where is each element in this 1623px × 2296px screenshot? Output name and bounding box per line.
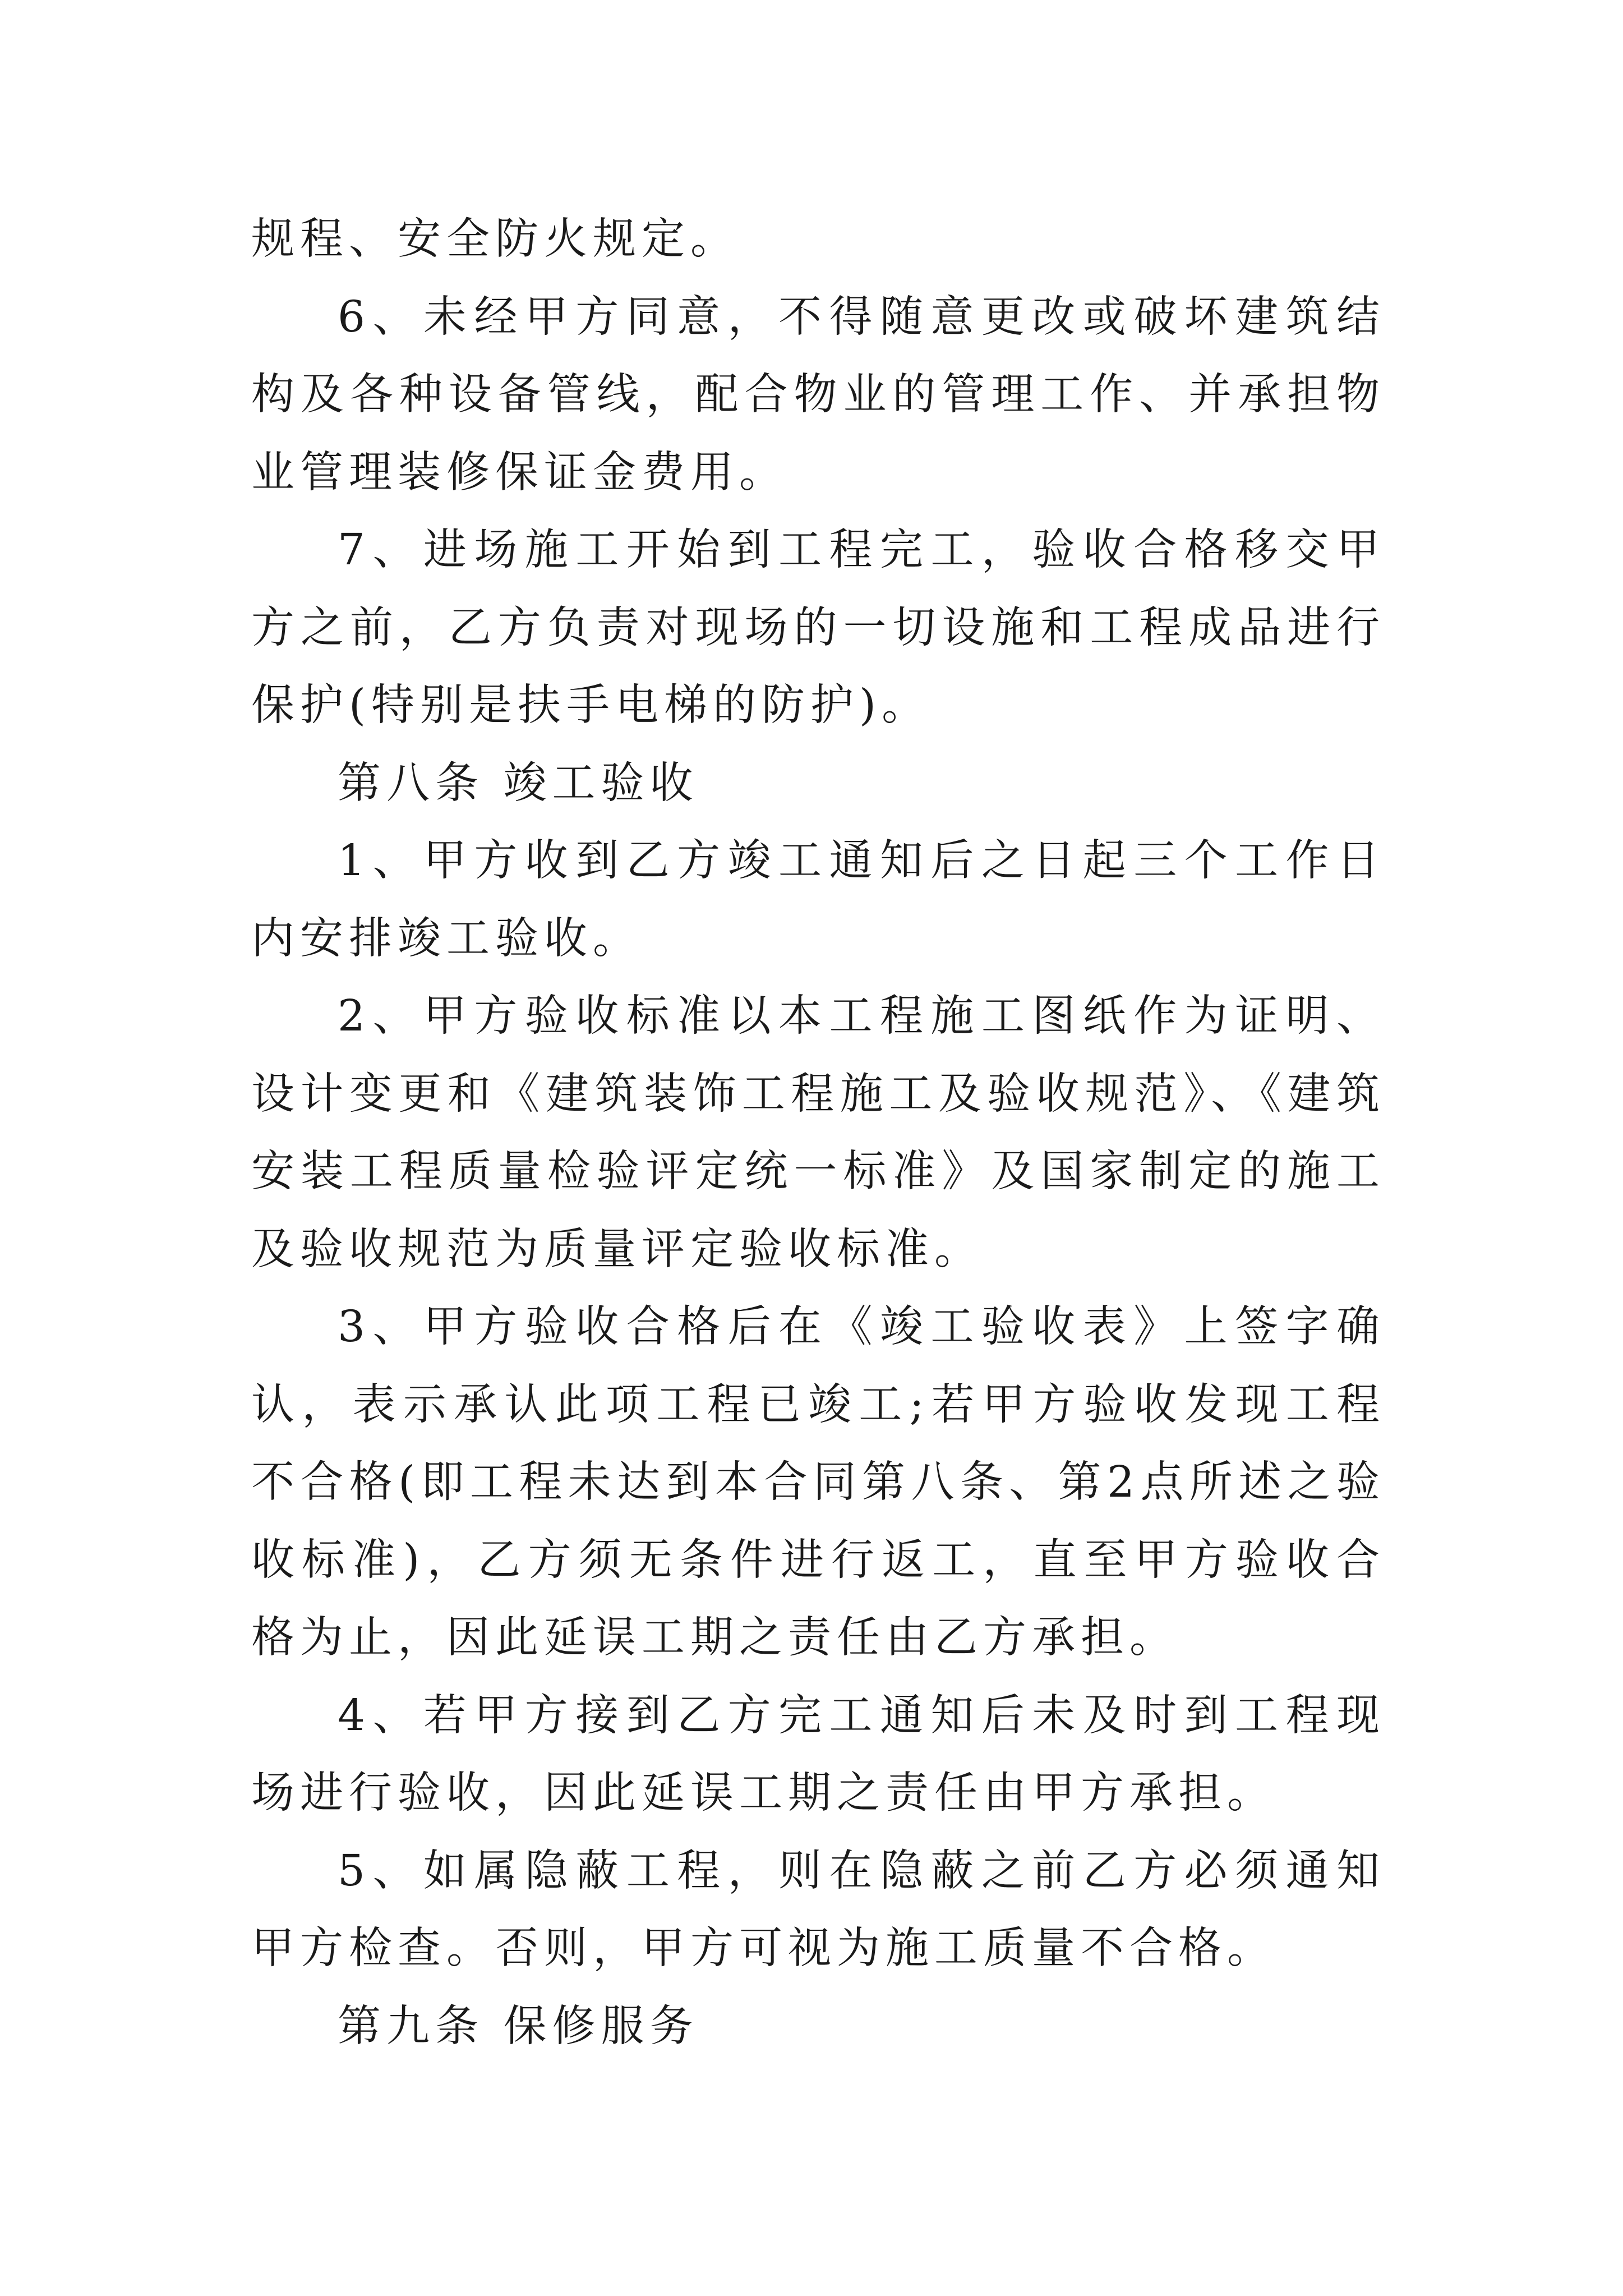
paragraph-item-7: 7、进场施工开始到工程完工，验收合格移交甲方之前，乙方负责对现场的一切设施和工程成品进行保护(特别是扶手电梯的防护)。: [251, 525, 1385, 730]
paragraph-article-8-item-1: 1、甲方收到乙方竣工通知后之日起三个工作日内安排竣工验收。: [251, 836, 1385, 964]
paragraph-continuation: 规程、安全防火规定。: [251, 214, 739, 264]
paragraph-item-6: 6、未经甲方同意，不得随意更改或破坏建筑结构及各种设备管线，配合物业的管理工作、并承担物业管理装修保证金费用。: [251, 292, 1385, 498]
paragraph-article-8-item-5: 5、如属隐蔽工程，则在隐蔽之前乙方必须通知甲方检查。否则，甲方可视为施工质量不合格。: [251, 1846, 1385, 1973]
article-9-heading: 第九条 保修服务: [338, 2001, 699, 2051]
contract-text-body: [251, 201, 1385, 2065]
paragraph-article-8-item-4: 4、若甲方接到乙方完工通知后未及时到工程现场进行验收，因此延误工期之责任由甲方承担。: [251, 1690, 1385, 1818]
paragraph-article-8-item-3: 3、甲方验收合格后在《竣工验收表》上签字确认，表示承认此项工程已竣工;若甲方验收发现工程不合格(即工程未达到本合同第八条、第2点所述之验收标准)，乙方须无条件进行返工，直至甲方验收合格为止，因此延误工期之责任由乙方承担。: [251, 1302, 1385, 1663]
paragraph-article-8-item-2: 2、甲方验收标准以本工程施工图纸作为证明、设计变更和《建筑装饰工程施工及验收规范》、《建筑安装工程质量检验评定统一标准》及国家制定的施工及验收规范为质量评定验收标准。: [251, 991, 1385, 1274]
article-8-heading: 第八条 竣工验收: [338, 758, 699, 808]
